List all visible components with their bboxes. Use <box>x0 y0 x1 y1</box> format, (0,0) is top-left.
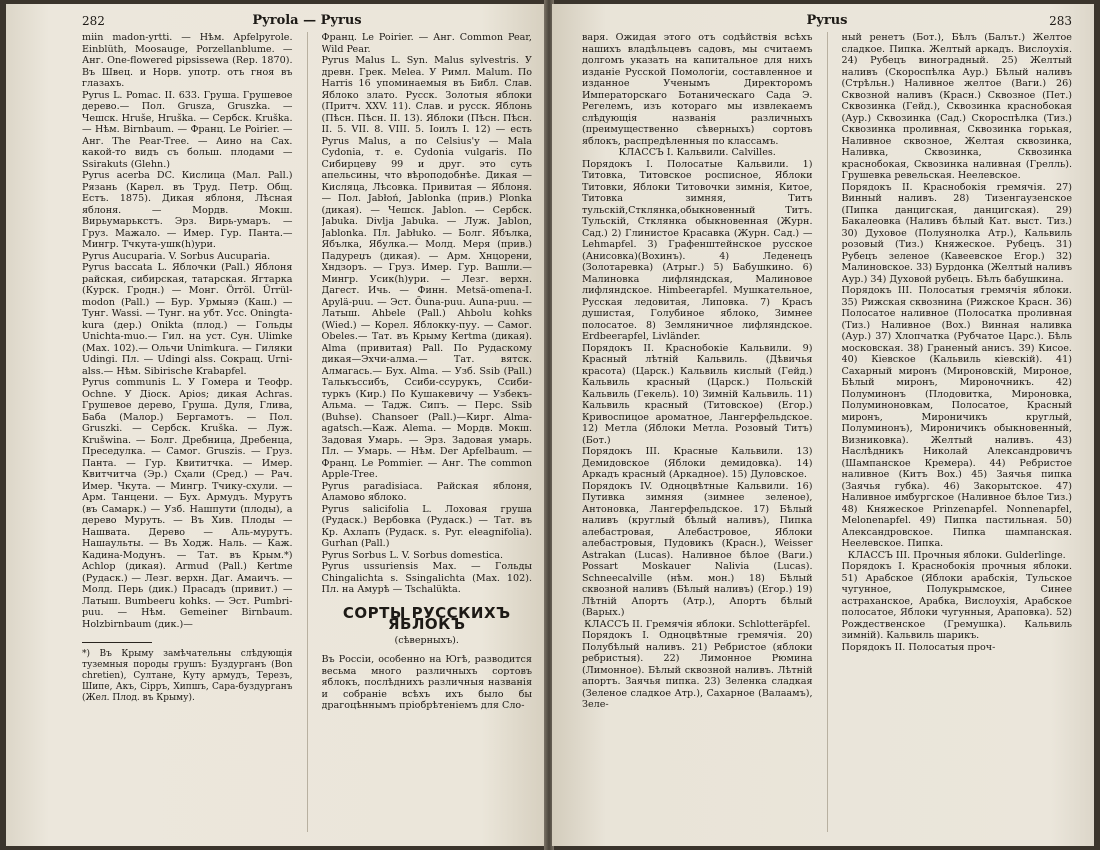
entry-paragraph: Pyrus baccata L. Яблочки (Pall.) Яблоня райская, сибирская, татарская. Ягтарка (Курск. Гродн.) — Монг. Örröl. Ürrül-modon (Pall.) — Бур. Урмыяэ (Каш.) — Тунг. Wassi. — Тунг. на убт. Усс. Oningta-kura (дер.) Onikta (плод.) — Гольды Unichta-muo.— Гил. на уст. Сун. Ulimke (Max. 102).— Ольчи Unimkura. — Гиляки Udingi. Пл. — Udingi alss. Сокращ. Urni-alss.— Нѣм. Sibirische Krabapfel. <box>82 262 293 377</box>
right-column-2 <box>842 32 1073 832</box>
entry-paragraph: Порядокъ II. Полосатыя проч- <box>841 641 996 653</box>
entry-paragraph: Pyrus Aucuparia. V. Sorbus Aucuparia. <box>82 250 271 262</box>
entry-paragraph: Pyrus Malus L. Syn. Malus sylvestris. У древн. Грек. Melea. У Римл. Malum. По Harris 16 упоминаемыя въ Библ. Слав. Яблоко злато. Русск. Золотыя яблоки (Притч. XXV. 11). Слав. и русск. Яблонь (Пѣсн. Пѣсн. II. 13). Яблоки (Пѣсн. Пѣсн. II. 5. VII. 8. VIII. 5. Іоилъ I. 12) — есть Pyrus Malus, а по Celsius'у — Mala Cydonia, т. е. Cydonia vulgaris. По Сибирцеву 99 и друг. это суть апельсины, что вѣроподобнѣе. Дикая — Кисляца, Лѣсовка. Привитая — Яблоня. — Пол. Jabłoń, Jablonka (прив.) Plonka (дикая). — Чешск. Jablon. — Сербск. Jabuka. Divlja Jabuka. — Луж. Jablon, Jablonka. Пл. Jabłuko. — Болг. Ябълка, Ябълка, Ябулка.— Молд. Меря (прив.) Падуреџъ (дикая). — Арм. Хнцорени, Хндзоръ. — Груз. Имер. Гур. Вашли.— Мингр. Усик(h)ури. — Лезг. верхн. Дагест. Ичь. — Финн. Metsä-omena-I. Apylä-puu. — Эст. Õuna-puu. Auna-puu. — Латыш. Ahbele (Pall.) Ahbolu kohks (Wied.) — Корел. Яблокку-пуу. — Самог. Obeles.— Тат. въ Крыму Kertma (дикая). Alma (привитая) Pall. По Рудаскому дикая—Эхчи-алма.— Тат. вятск. Алмагась.— Бух. Alma. — Узб. Ssib (Pall.) Талькъссибъ, Ссиби-ссурукъ, Ссиби-туркъ (Кир.) По Кушакевичу — Узбекъ-Альма. — Тадж. Сипъ. — Перс. Ssib (Buhse). Chansoer (Pall.)—Кирг. Alma-agatsch.—Каж. Alema. — Мордв. Мокш. Задовая Умарь. — Эрз. Задовая умарь. Пл. — Умарь. — Нѣм. Der Apfelbaum. — Франц. Le Pommier. — Анг. The common Apple-Tree. <box>321 55 532 480</box>
entry-paragraph: miin madon-yrtti. — Нѣм. Apfelpyrole. Einblüth, Moosauge, Porzellanblume. — Анг. One-flowered pipsissewa (Rep. 1870). Въ Швец. и Норв. употр. отъ гноя въ глазахъ. <box>82 32 293 89</box>
running-head-left <box>82 10 532 32</box>
entry-paragraph: Порядокъ II. Краснобокія гремячія. 27) Винный наливъ. 28) Тизенгаузенское (Пипка данцигская, данцигская). 29) Бакалеовка (Наливъ бѣлый Кат. выст. Тиз.) 30) Духовое (Полуянолка Атр.), Кальвиль розовый (Тиз.) Княжеское. Рубецъ. 31) Рубецъ зеленое (Кавеевское Егор.) 32) Малиновское. 33) Бурдонка (Желтый наливъ Аур.) 34) Духовой рубецъ. Бѣлъ бабушкина. <box>841 181 1072 285</box>
entry-paragraph: Порядокъ I. Полосатые Кальвили. 1) Титовка, Титовское росписное, Яблоки Титовки, Яблоки Титовочки зимнія, Китое, Титовка зимняя, Титъ тульскій,Стклянка,обыкновенный Титъ. Тульскій, Стклянка обыкновенная (Журн. Сад.) 2) Глинистое Красавка (Журн. Сад.) — Lehmapfel. 3) Графенштейнское русское (Анисовка)(Вохинъ). 4) Леденецъ (Золотаревка) (Атрыг.) 5) Бабушкино. 6) Малиновка лифляндская, Малиновое лифляндское. Himbeerapfel. Мушкательное, Русская ледовитая, Липовка. 7) Красъ душистая, Голубиное яблоко, Зимнее полосатое. 8) Земляничное лифляндское. Erdbeerapfel, Livländer. <box>582 158 813 342</box>
right-page <box>552 4 1094 846</box>
footnote: *) Въ Крыму замѣчательны слѣдующія туземныя породы грушъ: Бyздурганъ (Bon chretien), Султане, Куту армудъ, Терезъ, Шипе, Акъ, Сiрръ, Хипшъ, Сара-буздурганъ (Жел. Плод. въ Крыму). <box>82 649 293 703</box>
entry-paragraph: Порядокъ II. Краснобокіе Кальвили. 9) Красный лѣтній Кальвиль. (Дѣвичья красота) (Царск.) Кальвиль кислый (Гейд.) Кальвиль красный (Царск.) Польскій Кальвиль (Гекель). 10) Зимній Кальвиль. 11) Кальвиль красный (Титовское) (Егор.) Кривоспицое ароматное, Лангерфельдское. 12) Метла (Яблоки Метла. Розовый Титъ) (Бот.) <box>582 342 813 446</box>
entry-paragraph: Франц. Le Poirier. — Анг. Common Pear, Wild Pear. <box>321 32 532 55</box>
entry-paragraph: Порядокъ I. Одноцвѣтные гремячія. 20) Полубѣлый наливъ. 21) Ребристое (яблоки ребристыя). 22) Лимонное Рюмина (Лимонное). Бѣлый сквозной наливъ. Лѣтній апортъ. Заячья пипка. 23) Зеленка сладкая (Зеленое сладкое Атр.), Сахарное (Валаамъ), Зеле- <box>582 630 813 710</box>
entry-paragraph: Порядокъ III. Красные Кальвили. 13) Демидовское (Яблоки демидовка). 14) Аркадъ красный (Аркадное). 15) Дуловское. <box>582 446 813 480</box>
entry-paragraph: ный ренетъ (Бот.), Бѣлъ (Балът.) Желтое сладкое. Пипка. Желтый аркадъ. Вислоухія. 24) Рубецъ виноградный. 25) Желтый наливъ (Скороспѣлка Аур.) Бѣлый наливъ (Стрѣльн.) Наливное желтое (Ваги.) 26) Сквозной наливъ (Красн.) Сквозное (Пет.) Сквозинка (Гейд.), Сквозинка краснобокая (Аур.) Сквозинка (Сад.) Скороспѣлка (Тиз.) Сквозинка проливная, Сквозинка горькая, Наливное сквозное, Желтая сквозинка, Наливка, Сквозинка, Сквозинка краснобокая, Сквозинка наливная (Грелль). Грушевка ревельская. Неелeвское. <box>841 32 1072 181</box>
section-title: СОРТЫ РУССКИХЪ ЯБЛОКЪ <box>342 603 511 633</box>
column-divider <box>307 32 308 832</box>
left-page <box>6 4 546 846</box>
running-head-title-left: Pyrola — Pyrus <box>252 13 362 28</box>
column-divider <box>827 32 828 832</box>
entry-paragraph: Pyrus Sorbus L. V. Sorbus domestica. <box>321 549 504 561</box>
running-head-title-right: Pyrus <box>806 13 848 28</box>
entry-paragraph: Pyrus paradisiaca. Райская яблоня, Аламово яблоко. <box>321 480 532 503</box>
entry-paragraph: Порядокъ IV. Одноцвѣтные Кальвили. 16) Путивка зимняя (зимнее зеленое), Антоновка, Лангерфельдское. 17) Бѣлый наливъ (круглый бѣлый наливъ), Пипка алебастровая, Алебастровое, Яблоки алебастровыя, Пудовикъ (Красн.), Weisser Astrakan (Lucas). Наливное бѣлое (Ваги.) Possart Moskauer Nalivia (Lucas). Schneecalville (нѣм. мон.) 18) Бѣлый сквозной наливъ (Бѣлый наливъ) (Егор.) 19) Лѣтній Апортъ (Атр.), Апортъ бѣлый (Варых.) <box>582 480 813 618</box>
entry-paragraph: Pyrus communis L. У Гомера и Теофр. Ochne. У Діоск. Apios; дикая Achras. Грушевое дерево, Груша. Дуля, Глива, Баба (Малор.) Бергамотъ. — Пол. Gruszki. — Сербск. Kruška. — Луж. Krušwina. — Болг. Дребница, Дребенца, Преседулка. — Самог. Gruszis. — Груз. Панта. — Гур. Квититчка. — Имер. Квитчитча (Эр.) Сҳали (Сред.) — Рач. Имер. Чкута. — Мингр. Тчику-схули. — Арм. Танцени. — Бух. Армудъ. Мурутъ (въ Самарк.) — Узб. Нашпути (плоды), а дерево Муруть. — Въ Хив. Плоды — Нашвата. Дерево — Аль-мурутъ. Нашаульты. — Въ Ходж. Наль. — Каж. Кадина-Модунъ. — Тат. въ Крым.*) Achlop (дикая). Armud (Pall.) Kertme (Рудаск.) — Лезг. верхн. Даг. Амаичъ. — Молд. Перь (дик.) Праcадъ (привит.) — Латыш. Bumbeeru kohks. — Эст. Pumbri-puu. — Нѣм. Gemeiner Birnbaum. Holzbirnbaum (дик.)— <box>82 377 293 630</box>
entry-paragraph: варя. Ожидая этого отъ содѣйствія всѣхъ нашихъ владѣльцевъ садовъ, мы считаемъ долгомъ указать на капитальное для нихъ изданіе Русской Помологіи, составленное и изданное Ученымъ Директоромъ Императорскаго Ботаническаго Сада Э. Регелемъ, изъ котораго мы извлекаемъ слѣдующія названія различныхъ (преимущественно сѣверныхъ) сортовъ яблокъ, распредѣленныя по классамъ. <box>582 32 813 147</box>
footnote-rule <box>82 642 152 643</box>
page-number-right: 283 <box>1049 14 1072 28</box>
class-heading: КЛАССЪ II. Гремячія яблоки. Schlotteräpfel. <box>584 618 811 630</box>
entry-paragraph: Порядокъ I. Краснобокія прочныя яблоки. 51) Арабское (Яблоки арабскія, Тульское чугунное, Полукрымское, Синее астраханское, Арабка, Вислоухія, Арабское полосатое, Яблоки чугунныя, Араповка). 52) Рождественское (Гремушка). Кальвиль зимній). Кальвиль шарикъ. <box>841 561 1072 641</box>
entry-paragraph: Pyrus acerba DC. Кислица (Мал. Pall.) Рязань (Карел. въ Труд. Петр. Общ. Естъ. 1875). Дикая яблоня, Лѣсная яблоня. — Мордв. Мокш. Вирьумарькстъ. Эрз. Вирь-умаръ. — Груз. Мажало. — Имер. Гур. Панта.— Мингр. Тчкута-ушк(h)ури. <box>82 170 293 250</box>
entry-paragraph: Pyrus salicifolia L. Лоховая груша (Рудаск.) Вербовка (Рудаск.) — Тат. въ Кр. Ахлапъ (Рудаск. s. Pyr. eleagnifolia). Gurhan (Pall.) <box>321 503 532 549</box>
left-column-2 <box>322 32 533 832</box>
right-column-1 <box>582 32 813 832</box>
entry-paragraph: Порядокъ III. Полосатыя гремячія яблоки. 35) Рижская сквознина (Рижское Красн. 36) Полосатое наливное (Полосатка проливная (Тиз.) Наливное (Вох.) Винная наливка (Аур.) 37) Хлопчатка (Рубчатое Царс.). Бѣль московская. 38) Граненый анисъ. 39) Кисое. 40) Кіевское (Кальвиль кіевскій). 41) Сахарный миронъ (Мироновскій, Мироное, Бѣлый миронъ, Мироночникъ. 42) Полуминонъ (Плодовитка, Мироновка, Полуминоновкам, Полосатое, Красный миронъ, Мироничикъ круглый, Полуминонъ), Мироничикъ обыкновенный, Визниковка). Желтый наливъ. 43) Наслѣдникъ Николай Александровичъ (Шампанское Кремера). 44) Ребристое наливное (Китъ Вох.) 45) Заячья пипка (Заячья губка). 46) Закорытское. 47) Наливное имбургское (Наливное бѣлое Тиз.) 48) Княжеское Prinzenapfel. Nonnenapfel, Melonenapfel. 49) Пипка пастильная. 50) Александровское. Пипка шампанская. Неелевское. Пипка. <box>841 285 1072 549</box>
class-heading: КЛАССЪ I. Кальвили. Calvilles. <box>618 147 776 158</box>
section-subtitle: (сѣверныхъ). <box>394 634 459 646</box>
class-heading: КЛАССЪ III. Прочныя яблоки. Gulderlinge. <box>847 549 1066 561</box>
running-head-right <box>582 10 1072 32</box>
section-intro: Въ Россіи, особенно на Югѣ, разводится весьма много различныхъ сортовъ яблокъ, послѣднихъ различныя названія и собраніе всѣхъ ихъ было бы драгоцѣннымъ пріобрѣтеніемъ для Сло- <box>321 654 532 711</box>
entry-paragraph: Pyrus ussuriensis Max. — Гольды Chingalichta s. Ssingalichta (Max. 102). Пл. на Амурѣ — Tschalükta. <box>321 561 532 595</box>
left-column-1 <box>82 32 293 832</box>
entry-paragraph: Pyrus L. Pomac. II. 633. Груша. Грушевое дерево.— Пол. Grusza, Gruszka. — Чешск. Hruše, Hruška. — Сербск. Kruška. — Нѣм. Birnbaum. — Франц. Le Poirier. — Анг. The Pear-Tree. — Аино на Сах. какой-то видъ съ больш. плодами — Ssirakuts (Glehn.) <box>82 89 293 170</box>
page-number-left: 282 <box>82 14 105 28</box>
